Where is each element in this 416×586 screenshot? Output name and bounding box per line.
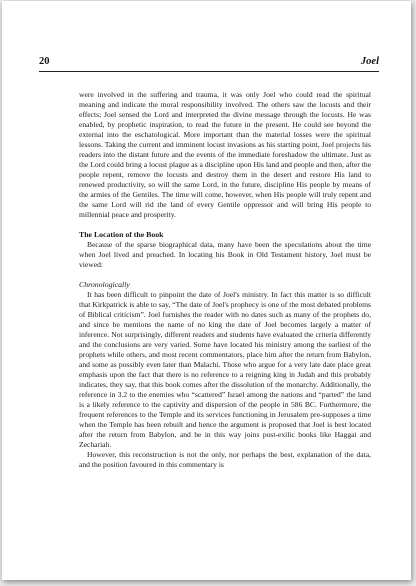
body-paragraph: However, this reconstruction is not the only, nor perhaps the best, explanation of the data, and the position favoured in this commentary is [79,450,371,469]
page-body [79,90,371,470]
body-paragraph: were involved in the suffering and trauma, it was only Joel who could read the spiritual meaning and indicate the moral responsibility involved. The others saw the locusts and their effects; Joel sensed the Lord and interpreted the divine message through the locusts. He was enabled, by prophetic inspiration, to read the future in the present. He could see beyond the external into the eschatological. More important than the material losses were the spiritual lessons. Taking the current and imminent locust invasions as his starting point, Joel projects his readers into the distant future and the events of the immediate foreshadow the ultimate. Just as the Lord could bring a locust plague as a discipline upon His land and people and then, after the people repent, remove the locusts and destroy them in the desert and restore His land to renewed productivity, so will the same Lord, in the future, discipline His people by means of the armies of the Gentiles. The time will come, however, when His people will truly repent and the same Lord will rid the land of every Gentile oppressor and will bring His people to millennial peace and prosperity. [79,90,371,219]
section-heading: The Location of the Book [79,230,164,239]
page-header [39,56,379,72]
body-paragraph: Because of the sparse biographical data, many have been the speculations about the time when Joel lived and preached. In locating his Book in Old Testament history, Joel must be viewed: [79,240,371,269]
book-page [2,1,411,580]
page-number: 20 [39,56,50,67]
subsection-heading: Chronologically [79,280,130,289]
body-paragraph: It has been difficult to pinpoint the date of Joel's ministry. In fact this matter is so difficult that Kirkpatrick is able to say, “The date of Joel's prophecy is one of the most debated problems of Biblical criticism”. Joel furnishes the reader with no dates such as many of the prophets do, and since he mentions the name of no king the date of Joel becomes largely a matter of inference. Not surprisingly, different readers and students have evaluated the criteria differently and the conclusions are very varied. Some have located his ministry among the earliest of the prophets while others, and most recent commentators, place him after the return from Babylon, and some as possibly even later than Malachi. Those who argue for a very late date place great emphasis upon the fact that there is no reference to a reigning king in Judah and this probably indicates, they say, that this book comes after the dissolution of the monarchy. Additionally, the reference in 3.2 to the enemies who “scattered” Israel among the nations and “parted” the land is a likely reference to the captivity and dispersion of the people in 586 BC. Furthermore, the frequent references to the Temple and its services functioning in Jerusalem pre-supposes a time when the Temple has been rebuilt and hence the argument is proposed that Joel is best located after the return from Babylon, and he in this way joins post-exilic books like Haggai and Zechariah. [79,290,371,449]
running-title: Joel [360,56,379,67]
